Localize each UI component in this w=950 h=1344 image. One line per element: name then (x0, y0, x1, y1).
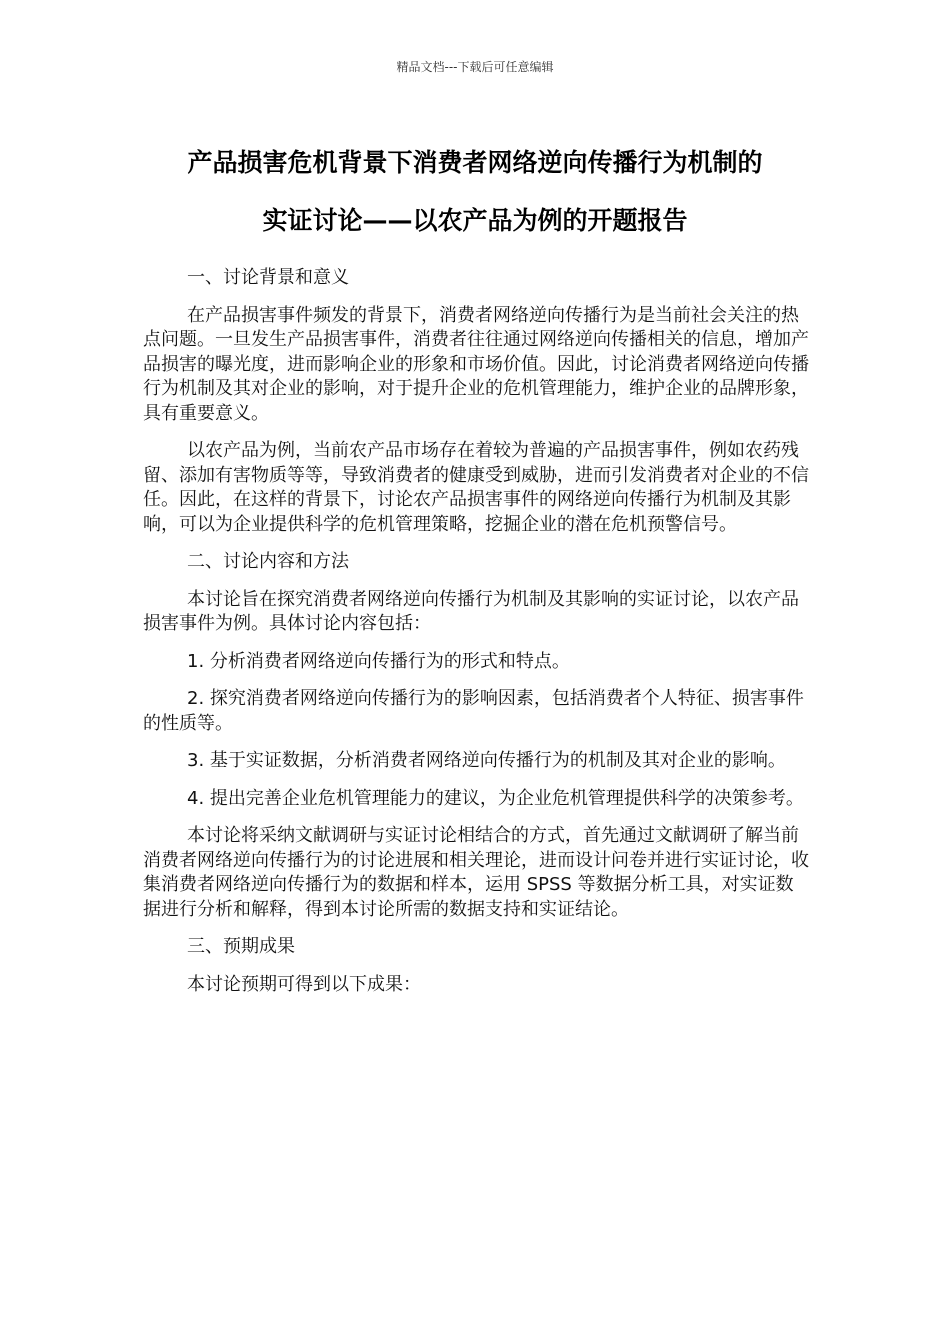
paragraph: 本讨论旨在探究消费者网络逆向传播行为机制及其影响的实证讨论，以农产品损害事件为例。具体讨论内容包括： (143, 588, 799, 634)
section-heading-3: 三、预期成果 (187, 936, 295, 957)
paragraph: 本讨论将采纳文献调研与实证讨论相结合的方式，首先通过文献调研了解当前消费者网络逆向传播行为的讨论进展和相关理论，进而设计问卷并进行实证讨论，收集消费者网络逆向传播行为的数据和样本，运用 SPSS 等数据分析工具，对实证数据进行分析和解释，得到本讨论所需的数据支持和实证结论。 (143, 825, 809, 920)
list-item: 2. 探究消费者网络逆向传播行为的影响因素，包括消费者个人特征、损害事件的性质等。 (143, 688, 804, 734)
list-item: 1. 分析消费者网络逆向传播行为的形式和特点。 (187, 650, 570, 672)
section-heading-2: 二、讨论内容和方法 (187, 551, 349, 572)
paragraph: 以农产品为例，当前农产品市场存在着较为普遍的产品损害事件，例如农药残留、添加有害物质等等，导致消费者的健康受到威胁，进而引发消费者对企业的不信任。因此，在这样的背景下，讨论农产品损害事件的网络逆向传播行为机制及其影响，可以为企业提供科学的危机管理策略，挖掘企业的潜在危机预警信号。 (143, 440, 809, 535)
page-header: 精品文档---下载后可任意编辑 (396, 60, 554, 74)
paragraph: 本讨论预期可得到以下成果： (187, 973, 421, 995)
list-item: 4. 提出完善企业危机管理能力的建议，为企业危机管理提供科学的决策参考。 (187, 787, 804, 809)
document-body (143, 266, 811, 1010)
paragraph: 在产品损害事件频发的背景下，消费者网络逆向传播行为是当前社会关注的热点问题。一旦发生产品损害事件，消费者往往通过网络逆向传播相关的信息，增加产品损害的曝光度，进而影响企业的形象和市场价值。因此，讨论消费者网络逆向传播行为机制及其对企业的影响，对于提升企业的危机管理能力，维护企业的品牌形象，具有重要意义。 (143, 304, 809, 424)
section-heading-1: 一、讨论背景和意义 (187, 267, 349, 288)
document-title (120, 134, 830, 250)
title-line-1: 产品损害危机背景下消费者网络逆向传播行为机制的 (187, 148, 763, 177)
title-line-2: 实证讨论——以农产品为例的开题报告 (262, 206, 688, 235)
list-item: 3. 基于实证数据，分析消费者网络逆向传播行为的机制及其对企业的影响。 (187, 750, 786, 771)
